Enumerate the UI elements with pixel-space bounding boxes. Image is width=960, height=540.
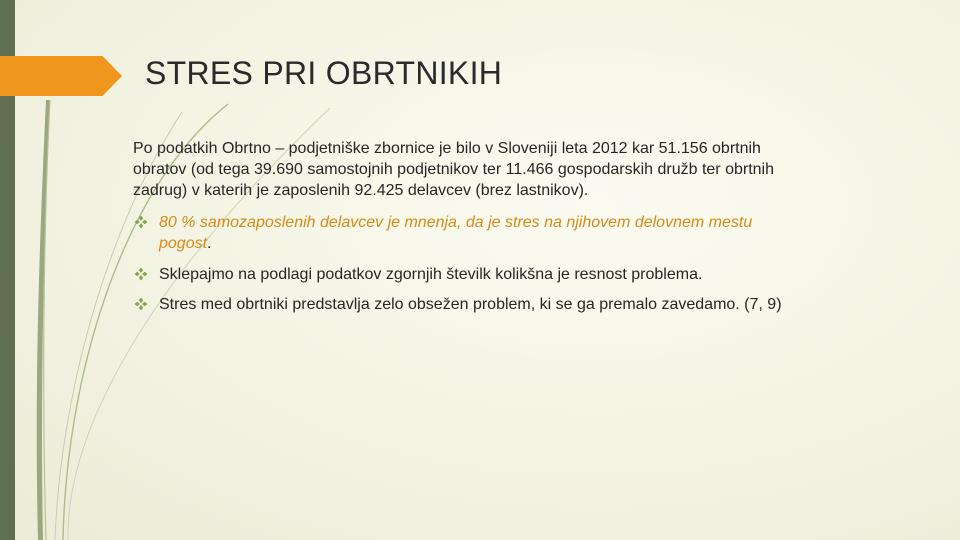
bullet-item-problem [133, 294, 793, 315]
diamond-four-leaf-icon [134, 267, 148, 281]
highlighted-statement: 80 % samozaposlenih delavcev je mnenja, da je stres na njihovem delovnem mestu pogost [159, 214, 753, 252]
bullet-text: Stres med obrtniki predstavlja zelo obsežen problem, ki se ga premalo zavedamo. (7, 9) [159, 296, 782, 313]
slide-title: STRES PRI OBRTNIKIH [145, 55, 503, 91]
bullet-item-stress-statistic [133, 212, 793, 254]
bullet-suffix: . [207, 235, 212, 252]
intro-paragraph: Po podatkih Obrtno – podjetniške zbornice je bilo v Sloveniji leta 2012 kar 51.156 obrtnih obratov (od tega 39.690 samostojnih podjetnikov ter 11.466 gospodarskih družb ter obrtnih zadrug) v katerih je zaposlenih 92.425 delavcev (brez lastnikov). [133, 140, 774, 199]
title-accent-tab [0, 56, 122, 96]
diamond-four-leaf-icon [134, 215, 148, 229]
bullet-list [133, 212, 793, 315]
bullet-item-severity [133, 264, 793, 285]
diamond-four-leaf-icon [134, 297, 148, 311]
bullet-text: Sklepajmo na podlagi podatkov zgornjih številk kolikšna je resnost problema. [159, 266, 703, 283]
